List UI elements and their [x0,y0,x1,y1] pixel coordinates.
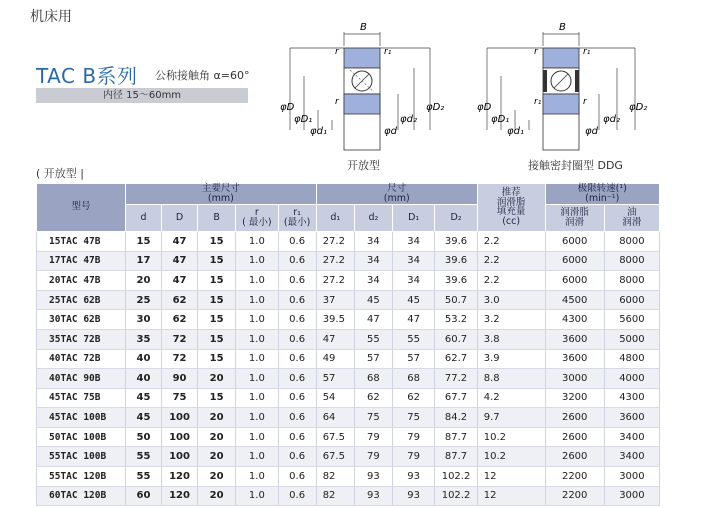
cell-r: 1.0 [236,290,278,310]
label-phiD: φD [280,102,295,113]
cell-oil_lube: 3400 [604,447,659,467]
cell-d: 45 [126,388,162,408]
col-D2: D₂ [435,204,477,231]
cell-D1: 47 [392,310,434,330]
table-row [37,467,660,487]
table-row [37,427,660,447]
cell-D2: 102.2 [435,486,477,506]
label-phid1: φd₁ [310,126,327,137]
label-r-lower: r [335,97,339,107]
cell-r: 1.0 [236,369,278,389]
cell-d: 15 [126,231,162,251]
cell-r1: 0.6 [278,369,316,389]
cell-D: 100 [162,408,198,428]
cell-D: 72 [162,329,198,349]
cell-d2: 93 [354,467,392,487]
cell-grease_lube: 3200 [545,388,604,408]
label-phiD2-2: φD₂ [629,102,648,113]
cell-d: 55 [126,447,162,467]
cell-d2: 93 [354,486,392,506]
cell-B: 20 [198,408,236,428]
cell-d1: 47 [316,329,354,349]
cell-D1: 68 [392,369,434,389]
cell-r1: 0.6 [278,388,316,408]
sealed-type-diagram [477,18,677,158]
cell-d1: 27.2 [316,231,354,251]
col-grease-fill: 推荐 润滑脂 填充量 (cc) [477,184,545,232]
cell-oil_lube: 5000 [604,329,659,349]
cell-model: 55TAC 100B [37,447,126,467]
cell-model: 20TAC 47B [37,271,126,291]
cell-d: 45 [126,408,162,428]
cell-r1: 0.6 [278,408,316,428]
cell-r: 1.0 [236,486,278,506]
table-row [37,329,660,349]
label-phiD2: φD₂ [426,102,445,113]
cell-d: 20 [126,271,162,291]
cell-grease_lube: 2600 [545,427,604,447]
cell-d2: 57 [354,349,392,369]
table-row [37,388,660,408]
cell-r: 1.0 [236,271,278,291]
cell-r1: 0.6 [278,251,316,271]
open-type-caption: 开放型 [347,159,380,172]
cell-grease: 4.2 [477,388,545,408]
cell-r: 1.0 [236,427,278,447]
cell-B: 20 [198,447,236,467]
cell-D1: 55 [392,329,434,349]
label-r-lower-2: r [583,97,587,107]
cell-d2: 34 [354,231,392,251]
cell-grease_lube: 4500 [545,290,604,310]
cell-D: 47 [162,231,198,251]
table-row [37,369,660,389]
cell-r1: 0.6 [278,349,316,369]
cell-B: 15 [198,388,236,408]
cell-d2: 34 [354,271,392,291]
table-row [37,251,660,271]
cell-d2: 68 [354,369,392,389]
cell-D1: 79 [392,427,434,447]
cell-grease: 2.2 [477,231,545,251]
cell-D2: 102.2 [435,467,477,487]
cell-oil_lube: 6000 [604,290,659,310]
cell-model: 50TAC 100B [37,427,126,447]
cell-d: 30 [126,310,162,330]
cell-model: 30TAC 62B [37,310,126,330]
col-group-speed: 极限转速(¹) (min⁻¹) [545,184,659,205]
cell-B: 15 [198,290,236,310]
cell-B: 20 [198,369,236,389]
label-r1: r₁ [384,47,392,57]
cell-B: 15 [198,231,236,251]
cell-D1: 79 [392,447,434,467]
col-D1: D₁ [392,204,434,231]
label-phid: φd [384,126,397,137]
cell-grease_lube: 6000 [545,271,604,291]
cell-grease_lube: 3600 [545,329,604,349]
cell-d1: 67.5 [316,427,354,447]
cell-d: 35 [126,329,162,349]
cell-D2: 67.7 [435,388,477,408]
cell-B: 15 [198,271,236,291]
cell-D2: 39.6 [435,251,477,271]
cell-grease: 2.2 [477,251,545,271]
col-group-main-dims: 主要尺寸 (mm) [126,184,317,205]
cell-r1: 0.6 [278,310,316,330]
cell-r: 1.0 [236,467,278,487]
cell-r1: 0.6 [278,467,316,487]
cell-d1: 27.2 [316,251,354,271]
cell-d1: 67.5 [316,447,354,467]
page-category: 机床用 [30,9,72,25]
cell-d2: 34 [354,251,392,271]
cell-D2: 77.2 [435,369,477,389]
cell-d: 50 [126,427,162,447]
cell-d2: 62 [354,388,392,408]
cell-D2: 87.7 [435,447,477,467]
cell-model: 40TAC 90B [37,369,126,389]
cell-r: 1.0 [236,251,278,271]
cell-d: 55 [126,467,162,487]
cell-B: 15 [198,251,236,271]
cell-d1: 49 [316,349,354,369]
cell-r: 1.0 [236,388,278,408]
cell-D1: 93 [392,467,434,487]
cell-r: 1.0 [236,329,278,349]
cell-oil_lube: 4000 [604,369,659,389]
table-row [37,408,660,428]
cell-B: 20 [198,486,236,506]
cell-grease: 12 [477,486,545,506]
cell-r1: 0.6 [278,427,316,447]
cell-d1: 64 [316,408,354,428]
cell-model: 60TAC 120B [37,486,126,506]
series-title: TAC B系列 [36,64,138,88]
cell-d2: 79 [354,427,392,447]
cell-d2: 47 [354,310,392,330]
cell-B: 20 [198,427,236,447]
cell-D: 100 [162,427,198,447]
cell-D: 120 [162,486,198,506]
cell-d2: 75 [354,408,392,428]
cell-r: 1.0 [236,310,278,330]
cell-oil_lube: 3600 [604,408,659,428]
table-row [37,447,660,467]
cell-r: 1.0 [236,447,278,467]
cell-d: 40 [126,369,162,389]
cell-D1: 93 [392,486,434,506]
cell-model: 17TAC 47B [37,251,126,271]
cell-d: 40 [126,349,162,369]
cell-grease_lube: 3000 [545,369,604,389]
label-phiD1-2: φD₁ [491,114,510,125]
cell-d: 25 [126,290,162,310]
label-phid2-2: φd₂ [603,114,620,125]
cell-d: 60 [126,486,162,506]
cell-grease: 10.2 [477,447,545,467]
cell-D: 62 [162,310,198,330]
cell-oil_lube: 3400 [604,427,659,447]
cell-d2: 79 [354,447,392,467]
cell-grease: 8.8 [477,369,545,389]
cell-grease_lube: 2200 [545,486,604,506]
cell-grease_lube: 6000 [545,231,604,251]
cell-model: 45TAC 100B [37,408,126,428]
cell-grease_lube: 3600 [545,349,604,369]
cell-r1: 0.6 [278,231,316,251]
cell-r1: 0.6 [278,329,316,349]
cell-oil_lube: 4800 [604,349,659,369]
cell-oil_lube: 8000 [604,231,659,251]
cell-D1: 45 [392,290,434,310]
cell-grease: 3.2 [477,310,545,330]
cell-d1: 82 [316,486,354,506]
cell-d1: 82 [316,467,354,487]
cell-r1: 0.6 [278,447,316,467]
table-row [37,310,660,330]
cell-d1: 39.5 [316,310,354,330]
cell-oil_lube: 3000 [604,467,659,487]
cell-D: 47 [162,251,198,271]
cell-r1: 0.6 [278,486,316,506]
cell-r: 1.0 [236,231,278,251]
cell-D: 100 [162,447,198,467]
bore-range-band: 内径 15～60mm [36,88,248,103]
cell-D2: 60.7 [435,329,477,349]
cell-D: 120 [162,467,198,487]
cell-B: 15 [198,310,236,330]
cell-model: 45TAC 75B [37,388,126,408]
cell-oil_lube: 4300 [604,388,659,408]
cell-grease_lube: 6000 [545,251,604,271]
cell-D2: 62.7 [435,349,477,369]
cell-D2: 53.2 [435,310,477,330]
col-model: 型号 [37,184,126,232]
cell-d2: 45 [354,290,392,310]
col-d1: d₁ [316,204,354,231]
cell-B: 15 [198,329,236,349]
col-oil-lube: 油 润滑 [604,204,659,231]
cell-d1: 27.2 [316,271,354,291]
cell-grease_lube: 2600 [545,447,604,467]
col-D: D [162,204,198,231]
cell-D: 90 [162,369,198,389]
cell-D2: 50.7 [435,290,477,310]
cell-model: 40TAC 72B [37,349,126,369]
cell-r: 1.0 [236,349,278,369]
cell-grease: 2.2 [477,271,545,291]
cell-d1: 54 [316,388,354,408]
label-r: r [335,47,339,57]
cell-r: 1.0 [236,408,278,428]
cell-grease_lube: 2600 [545,408,604,428]
spec-table [36,183,660,506]
cell-grease: 3.8 [477,329,545,349]
table-row [37,486,660,506]
cell-grease: 3.9 [477,349,545,369]
cell-B: 20 [198,467,236,487]
sealed-type-caption: 接触密封圈型 DDG [528,159,623,172]
cell-r1: 0.6 [278,290,316,310]
label-r1-2: r₁ [583,47,591,57]
cell-d2: 55 [354,329,392,349]
cell-model: 35TAC 72B [37,329,126,349]
cell-oil_lube: 8000 [604,271,659,291]
label-r-2: r [534,47,538,57]
cell-grease: 3.0 [477,290,545,310]
table-row [37,271,660,291]
label-B-2: B [559,22,566,33]
cell-model: 15TAC 47B [37,231,126,251]
cell-D: 72 [162,349,198,369]
cell-D1: 34 [392,251,434,271]
table-row [37,349,660,369]
cell-D1: 57 [392,349,434,369]
cell-grease: 10.2 [477,427,545,447]
cell-oil_lube: 3000 [604,486,659,506]
cell-D2: 84.2 [435,408,477,428]
table-row [37,290,660,310]
col-grease-lube: 润滑脂 润滑 [545,204,604,231]
cell-d1: 57 [316,369,354,389]
contact-angle-note: 公称接触角 α=60° [155,69,250,82]
cell-d: 17 [126,251,162,271]
cell-grease: 9.7 [477,408,545,428]
label-phid2: φd₂ [400,114,417,125]
cell-D: 75 [162,388,198,408]
cell-D1: 75 [392,408,434,428]
label-phid1-2: φd₁ [507,126,524,137]
cell-grease_lube: 2200 [545,467,604,487]
table-row [37,231,660,251]
cell-grease_lube: 4300 [545,310,604,330]
label-phid-2: φd [585,126,598,137]
cell-D1: 62 [392,388,434,408]
label-phiD-2: φD [477,102,492,113]
cell-model: 55TAC 120B [37,467,126,487]
cell-d1: 37 [316,290,354,310]
cell-D: 62 [162,290,198,310]
table-body [37,231,660,505]
label-phiD1: φD₁ [294,114,313,125]
label-r1-lower-2: r₁ [534,97,542,107]
cell-D1: 34 [392,271,434,291]
cell-D: 47 [162,271,198,291]
col-d: d [126,204,162,231]
cell-oil_lube: 5600 [604,310,659,330]
cell-oil_lube: 8000 [604,251,659,271]
cell-grease: 12 [477,467,545,487]
cell-D2: 39.6 [435,271,477,291]
col-B: B [198,204,236,231]
cell-model: 25TAC 62B [37,290,126,310]
cell-r1: 0.6 [278,271,316,291]
cell-D2: 39.6 [435,231,477,251]
col-r1: r₁ (最小) [278,204,316,231]
cell-D1: 34 [392,231,434,251]
label-B: B [360,22,367,33]
cell-D2: 87.7 [435,427,477,447]
cell-B: 15 [198,349,236,369]
col-r: r ( 最小) [236,204,278,231]
col-d2: d₂ [354,204,392,231]
type-label: ( 开放型 | [36,167,84,180]
col-group-dims: 尺寸 (mm) [316,184,477,205]
open-type-diagram [280,18,480,158]
